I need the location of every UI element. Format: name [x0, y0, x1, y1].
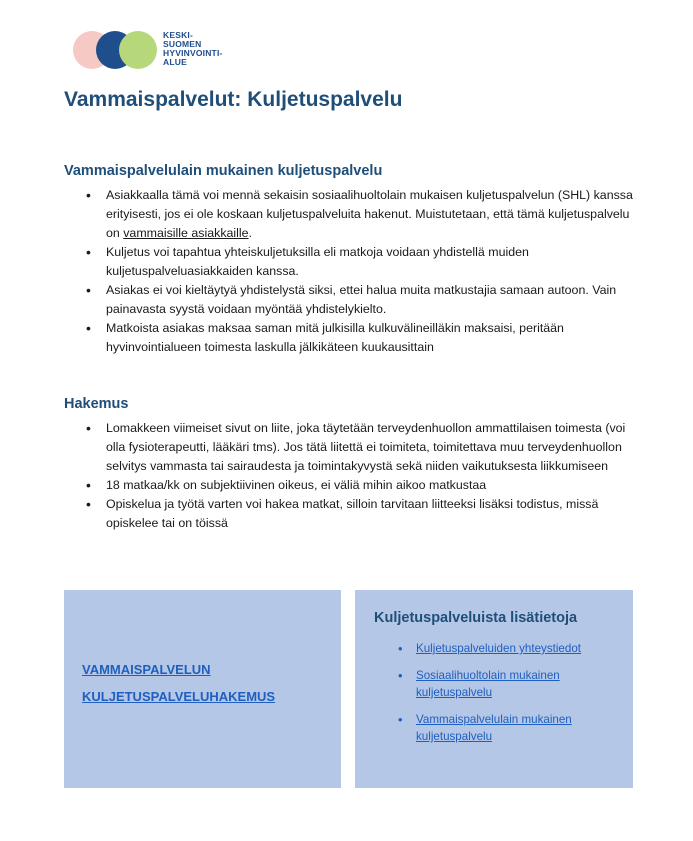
list-item	[374, 640, 624, 657]
link-contact-info[interactable]: Kuljetuspalveluiden yhteystiedot	[416, 642, 581, 655]
list-item: • Lomakkeen viimeiset sivut on liite, joka täytetään terveydenhuollon ammattilaisen toimesta (voi olla fysioterapeutti, lääkäri tms). Jos tätä liitettä ei toimiteta, toimitettava muu terveydenhuollon selvitys vammasta tai sairaudesta ja toimintakyvystä sekä niiden vaikutuksesta liikkumiseen	[64, 419, 644, 476]
list-item: • Opiskelua ja työtä varten voi hakea matkat, silloin tarvitaan liitteeksi lisäksi todistus, missä opiskelee tai on töissä	[64, 495, 644, 533]
logo-line: ALUE	[163, 57, 187, 67]
more-info-heading: Kuljetuspalveluista lisätietoja	[374, 610, 578, 626]
section-heading-vammaispalvelulaki: Vammaispalvelulain mukainen kuljetuspalvelu	[64, 163, 383, 179]
link-vpl-transport[interactable]: Vammaispalvelulain mukainen kuljetuspalvelu	[416, 713, 572, 743]
logo-line: SUOMEN	[163, 39, 202, 49]
list-item: • Matkoista asiakas maksaa saman mitä julkisilla kulkuvälineilläkin maksaisi, peritään hyvinvointialueen toimesta laskulla jälkikäteen kuukausittain	[64, 319, 644, 357]
link-line: KULJETUSPALVELUHAKEMUS	[82, 689, 276, 704]
list-item: • Asiakas ei voi kieltäytyä yhdistelystä siksi, ettei halua muita matkustajia samaan autoon. Vain painavasta syystä voidaan myöntää yhdistelykielto.	[64, 281, 644, 319]
list-item: • Kuljetus voi tapahtua yhteiskuljetuksilla eli matkoja voidaan yhdistellä muiden kuljetuspalveluasiakkaiden kanssa.	[64, 243, 644, 281]
list-item	[64, 186, 644, 243]
application-form-link[interactable]	[82, 656, 275, 710]
logo-line: HYVINVOINTI-	[163, 48, 223, 58]
section-heading-hakemus: Hakemus	[64, 396, 129, 412]
section2-bullet-list	[64, 419, 644, 533]
application-form-box	[64, 590, 341, 788]
link-line: VAMMAISPALVELUN	[82, 662, 211, 677]
logo-circles-icon	[70, 29, 162, 73]
underlined-emphasis: vammaisille asiakkaille	[123, 226, 249, 240]
logo-line: KESKI-	[163, 30, 194, 40]
more-info-link-list	[374, 640, 624, 755]
section1-bullet-list	[64, 186, 644, 357]
list-item	[374, 667, 624, 701]
organization-logo	[70, 29, 245, 73]
link-shl-transport[interactable]: Sosiaalihuoltolain mukainen kuljetuspalvelu	[416, 669, 560, 699]
bullet-punctuation: .	[248, 226, 253, 240]
list-item	[374, 711, 624, 745]
more-info-box	[355, 590, 633, 788]
bullet-text: Asiakkaalla tämä voi mennä sekaisin sosiaalihuoltolain mukaisen kuljetuspalvelun (SHL) kanssa erityisesti, jos ei ole koskaan kuljetuspalveluita hakenut. Muistutetaan, että tämä kuljetuspalvelu on	[106, 188, 633, 240]
list-item: • 18 matkaa/kk on subjektiivinen oikeus, ei väliä mihin aikoo matkustaa	[64, 476, 644, 495]
page-title: Vammaispalvelut: Kuljetuspalvelu	[64, 88, 403, 111]
logo-wordmark	[163, 31, 223, 67]
